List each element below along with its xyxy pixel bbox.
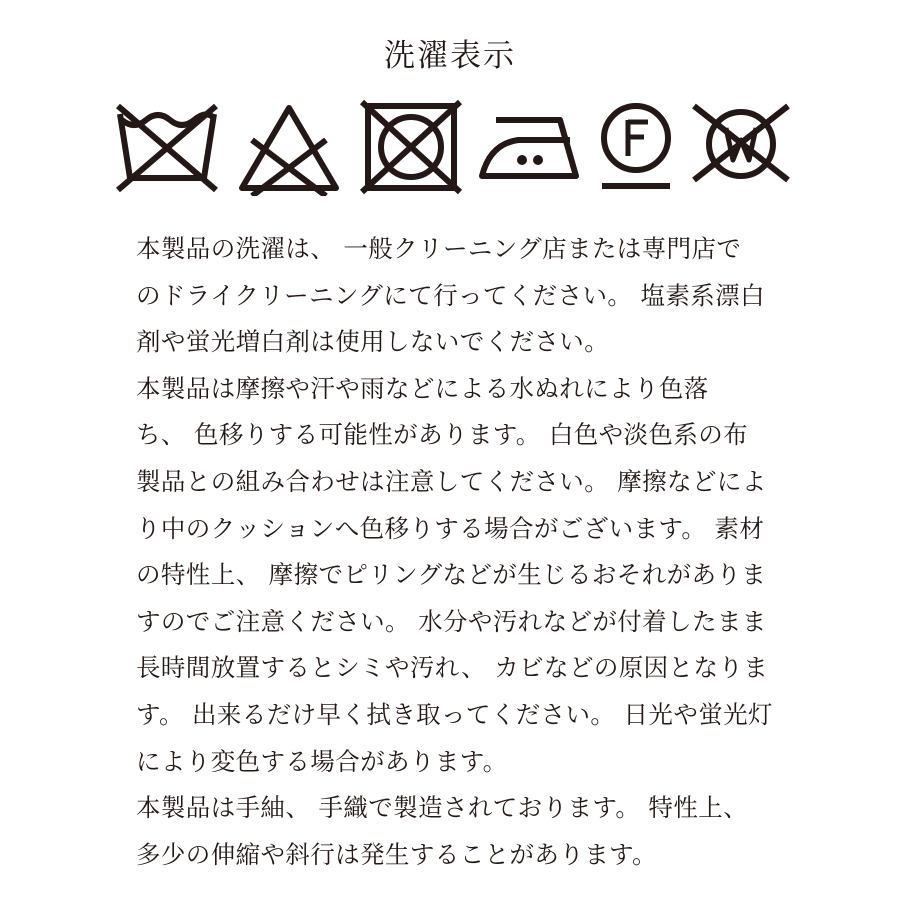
square-circle-crossed-icon: [356, 100, 466, 196]
text-line: の特性上、 摩擦でピリングなどが生じるおそれがありま: [136, 560, 767, 590]
iron-low-temp-icon: [476, 100, 586, 196]
text-line: す。 出来るだけ早く拭き取ってください。 日光や蛍光灯: [136, 699, 773, 729]
text-line: すのでご注意ください。 水分や汚れなどが付着したまま: [136, 606, 767, 636]
text-line: り中のクッションへ色移りする場合がございます。 素材: [136, 513, 765, 543]
text-line: のドライクリーニングにて行ってください。 塩素系漂白: [136, 280, 765, 310]
care-symbols: [112, 100, 792, 196]
text-line: 本製品は手紬、 手織で製造されております。 特性上、: [136, 793, 749, 823]
circle-f-underline-icon: [592, 100, 682, 196]
care-instructions: [136, 226, 776, 878]
triangle-crossed-icon: [234, 100, 344, 196]
text-line: 本製品は摩擦や汗や雨などによる水ぬれにより色落: [136, 373, 709, 403]
text-line: 多少の伸縮や斜行は発生することがあります。: [136, 839, 657, 869]
text-line: 剤や蛍光増白剤は使用しないでください。: [136, 327, 610, 357]
page-title: 洗濯表示: [384, 38, 516, 74]
text-line: 本製品の洗濯は、 一般クリーニング店または専門店で: [136, 234, 742, 263]
text-line: により変色する場合があります。: [136, 746, 508, 776]
text-line: ち、 色移りする可能性があります。 白色や淡色系の布: [136, 420, 749, 450]
text-line: 長時間放置するとシミや汚れ、 カビなどの原因となりま: [136, 653, 769, 683]
circle-w-crossed-icon: [686, 100, 796, 196]
washtub-crossed-icon: [112, 100, 222, 196]
text-line: 製品との組み合わせは注意してください。 摩擦などによ: [136, 466, 767, 496]
